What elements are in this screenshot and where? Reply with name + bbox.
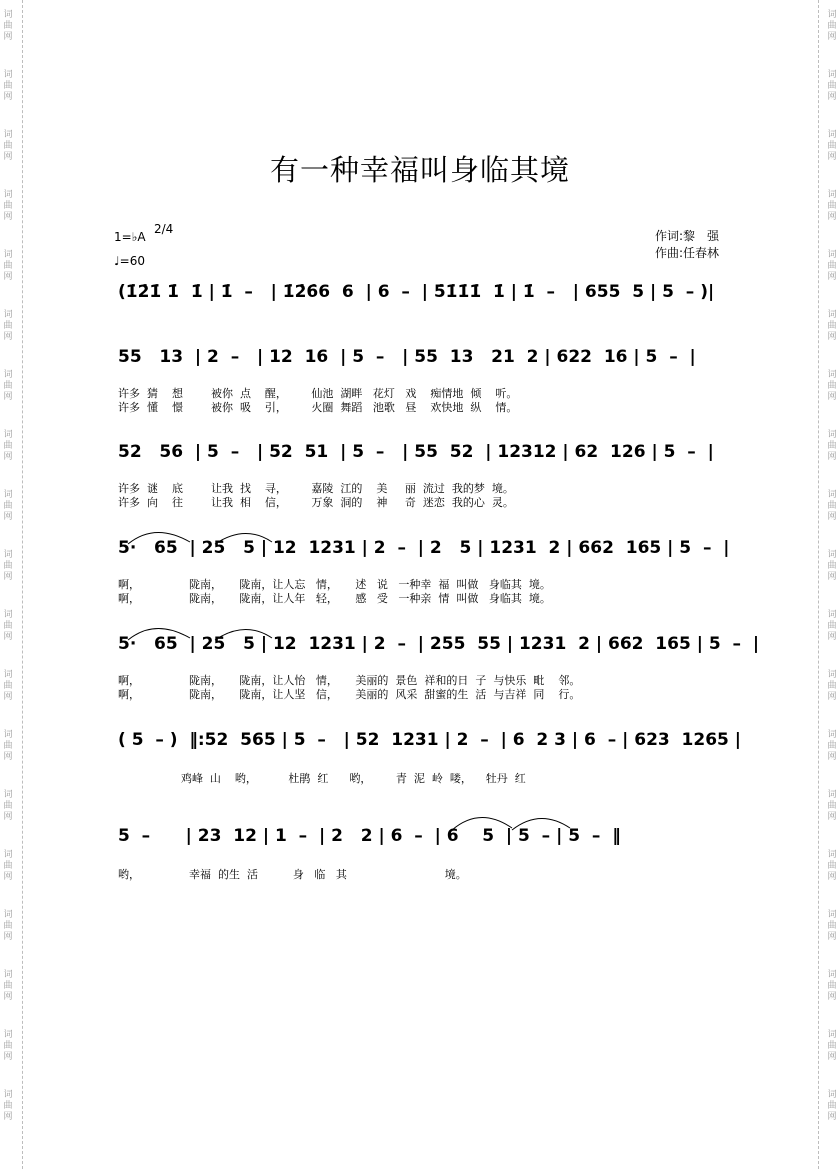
watermark-text: 词 曲 网 <box>827 190 837 222</box>
key-signature: 1=♭A <box>114 230 146 244</box>
tempo-marking: ♩=60 <box>114 254 145 268</box>
watermark-text: 词 曲 网 <box>3 1030 13 1062</box>
watermark-text: 词 曲 网 <box>827 670 837 702</box>
watermark-text: 词 曲 网 <box>3 250 13 282</box>
score-line-2 <box>0 347 840 417</box>
score-line-4 <box>0 538 840 608</box>
lyric-line-1: 啊， 陇南， 陇南，让人忘 情， 述 说 一种幸 福 叫做 身临其 境。 <box>118 578 551 591</box>
watermark-text: 词 曲 网 <box>3 490 13 522</box>
lyric-line-1: 许多 谜 底 让我 找 寻， 嘉陵 江的 美 丽 流过 我的梦 境。 <box>118 482 514 495</box>
watermark-text: 词 曲 网 <box>3 190 13 222</box>
watermark-text: 词 曲 网 <box>827 1030 837 1062</box>
key-signature-block <box>114 222 174 268</box>
watermark-text: 词 曲 网 <box>827 250 837 282</box>
watermark-text: 词 曲 网 <box>827 430 837 462</box>
notation: (1̇2̇1̇ 1̇ 1̇ | 1̇ – | 1̇2̇6̇6 6 | 6 – | 5̇1̇1̇1̇ 1̇ | 1̇ – | 655 5 | 5 – )| <box>118 282 715 302</box>
notation: 55 13 | 2 – | 12 16 | 5 – | 55 13 21 2 | 622 16 | 5 – | <box>118 347 696 367</box>
notation: 5· 65 | 25 5 | 12 1231 | 2 – | 2 5 | 1231 2 | 662 165 | 5 – | <box>118 538 730 558</box>
score-line-6 <box>0 730 840 800</box>
watermark-text: 词 曲 网 <box>827 10 837 42</box>
watermark-text: 词 曲 网 <box>3 970 13 1002</box>
watermark-text: 词 曲 网 <box>3 310 13 342</box>
watermark-text: 词 曲 网 <box>827 910 837 942</box>
watermark-text: 词 曲 网 <box>3 910 13 942</box>
lyric-line-2: 许多 向 往 让我 相 信， 万象 洞的 神 奇 迷恋 我的心 灵。 <box>118 496 514 509</box>
watermark-text: 词 曲 网 <box>3 790 13 822</box>
watermark-text: 词 曲 网 <box>827 610 837 642</box>
watermark-text: 词 曲 网 <box>827 790 837 822</box>
watermark-text: 词 曲 网 <box>827 970 837 1002</box>
lyric-line-2: 许多 懂 憬 被你 吸 引， 火圈 舞蹈 池歌 昼 欢快地 纵 情。 <box>118 401 518 414</box>
watermark-text: 词 曲 网 <box>827 850 837 882</box>
notation: ( 5 – ) ‖:52 565 | 5 – | 52 1231 | 2 – | 6 2 3 | 6 – | 623 1265 | <box>118 730 741 750</box>
lyric-line-1: 许多 猜 想 被你 点 醒， 仙池 湖畔 花灯 戏 痴情地 倾 听。 <box>118 387 518 400</box>
watermark-text: 词 曲 网 <box>827 1090 837 1122</box>
watermark-text: 词 曲 网 <box>3 850 13 882</box>
watermark-text: 词 曲 网 <box>3 130 13 162</box>
notation: 52 56 | 5 – | 52 51 | 5 – | 55 52 | 12312 | 62 126 | 5 – | <box>118 442 714 462</box>
score-line-3 <box>0 442 840 512</box>
time-signature: 2/4 <box>154 222 174 236</box>
watermark-text: 词 曲 网 <box>3 430 13 462</box>
watermark-text: 词 曲 网 <box>3 730 13 762</box>
watermark-text: 词 曲 网 <box>827 490 837 522</box>
notation: 5 – | 23 12 | 1 – | 2 2 | 6 – | 6 5 | 5 – | 5 – ‖ <box>118 826 621 846</box>
lyric-line-1: 啊， 陇南， 陇南，让人怡 情， 美丽的 景色 祥和的日 子 与快乐 毗 邻。 <box>118 674 581 687</box>
watermark-text: 词 曲 网 <box>827 70 837 102</box>
watermark-text: 词 曲 网 <box>827 550 837 582</box>
composer: 作曲:任春林 <box>655 246 720 260</box>
watermark-text: 词 曲 网 <box>3 70 13 102</box>
score-line-1 <box>0 282 840 352</box>
watermark-text: 词 曲 网 <box>827 730 837 762</box>
lyric-line-2: 啊， 陇南， 陇南，让人年 轻， 感 受 一种亲 情 叫做 身临其 境。 <box>118 592 551 605</box>
watermark-text: 词 曲 网 <box>3 610 13 642</box>
score-line-5 <box>0 634 840 704</box>
watermark-text: 词 曲 网 <box>3 10 13 42</box>
notation: 5· 65 | 25 5 | 12 1231 | 2 – | 255 55 | 1231 2 | 662 165 | 5 – | <box>118 634 760 654</box>
watermark-text: 词 曲 网 <box>827 130 837 162</box>
lyric-line-1: 鸡峰 山 哟， 杜鹃 红 哟， 青 泥 岭 喽， 牡丹 红 <box>118 772 526 785</box>
song-title: 有一种幸福叫身临其境 <box>269 153 570 187</box>
watermark-text: 词 曲 网 <box>827 310 837 342</box>
watermark-text: 词 曲 网 <box>3 670 13 702</box>
watermark-text: 词 曲 网 <box>827 370 837 402</box>
watermark-text: 词 曲 网 <box>3 1090 13 1122</box>
lyric-line-2: 啊， 陇南， 陇南，让人坚 信， 美丽的 风采 甜蜜的生 活 与吉祥 同 行。 <box>118 688 581 701</box>
score-line-7 <box>0 826 840 896</box>
watermark-text: 词 曲 网 <box>3 370 13 402</box>
lyric-line-1: 哟， 幸福 的生 活 身 临 其 境。 <box>118 868 467 881</box>
watermark-text: 词 曲 网 <box>3 550 13 582</box>
lyricist: 作词:黎 强 <box>655 229 720 243</box>
credits <box>655 228 719 262</box>
